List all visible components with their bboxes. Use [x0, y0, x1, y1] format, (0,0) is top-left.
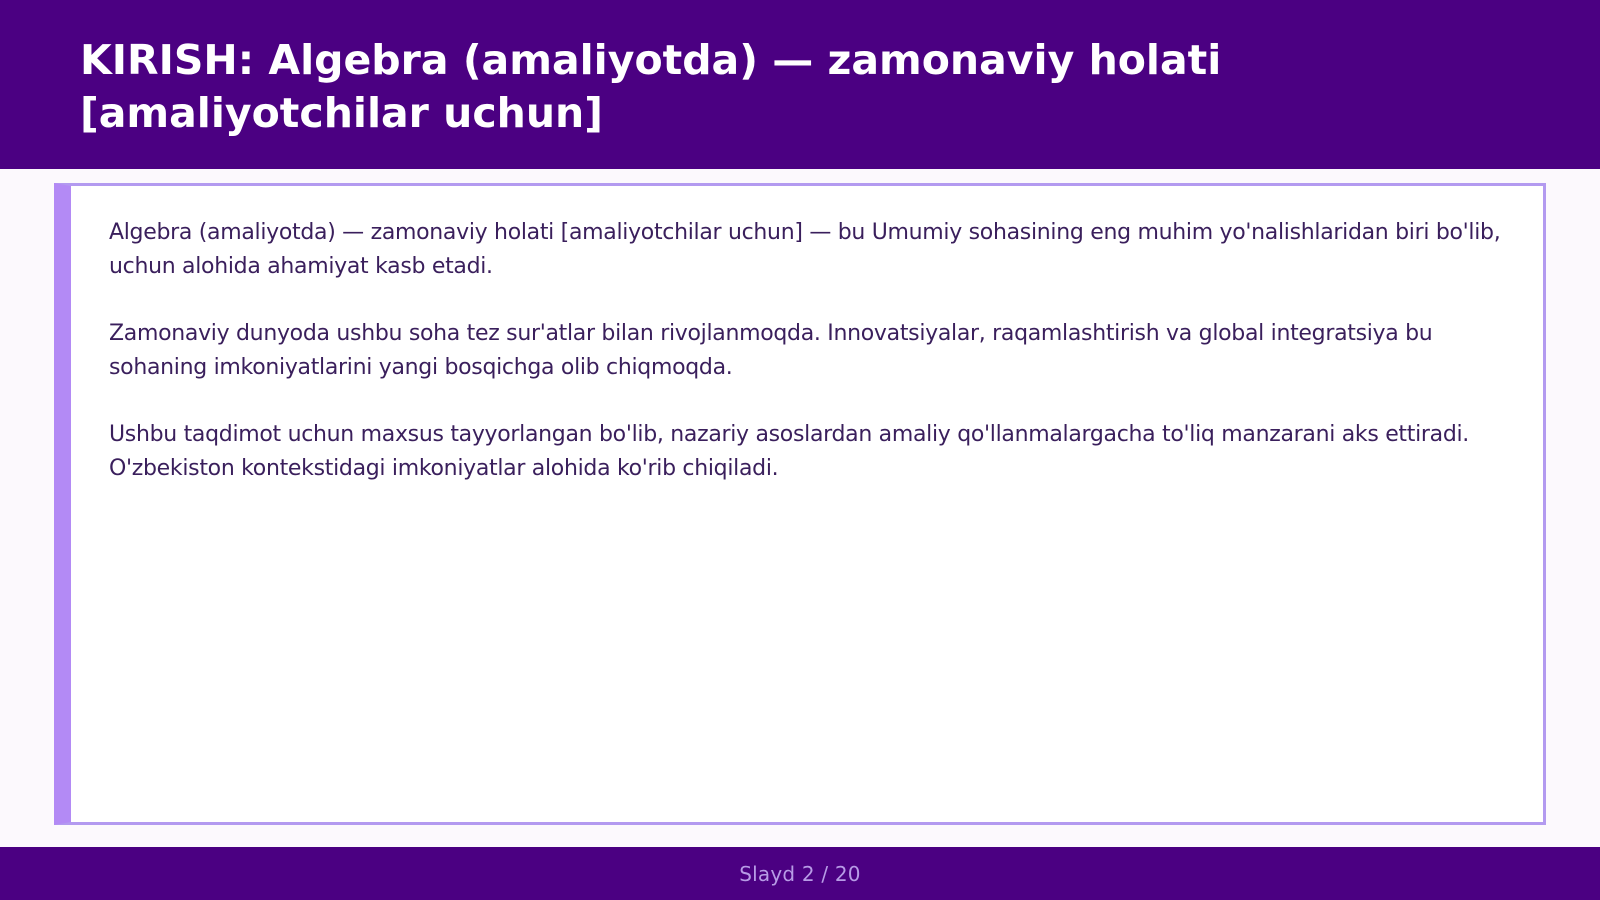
- modern-world-paragraph: Zamonaviy dunyoda ushbu soha tez sur'atlar bilan rivojlanmoqda. Innovatsiyalar, raqamlashtirish va global integratsiya bu sohaning imkoniyatlarini yangi bosqichga olib chiqmoqda.: [109, 321, 1433, 380]
- content-panel: [54, 183, 1546, 825]
- intro-paragraph: Algebra (amaliyotda) — zamonaviy holati [amaliyotchilar uchun] — bu Umumiy sohasining eng muhim yo'nalishlaridan biri bo'lib, uchun alohida ahamiyat kasb etadi.: [109, 220, 1501, 279]
- presentation-paragraph: Ushbu taqdimot uchun maxsus tayyorlangan bo'lib, nazariy asoslardan amaliy qo'llanmalargacha to'liq manzarani aks ettiradi. O'zbekiston kontekstidagi imkoniyatlar alohida ko'rib chiqiladi.: [109, 422, 1469, 481]
- slide-counter: Slayd 2 / 20: [739, 861, 861, 886]
- slide-header: [0, 0, 1600, 169]
- slide-title: KIRISH: Algebra (amaliyotda) — zamonaviy holati [amaliyotchilar uchun]: [80, 36, 1222, 137]
- slide-footer: [0, 847, 1600, 900]
